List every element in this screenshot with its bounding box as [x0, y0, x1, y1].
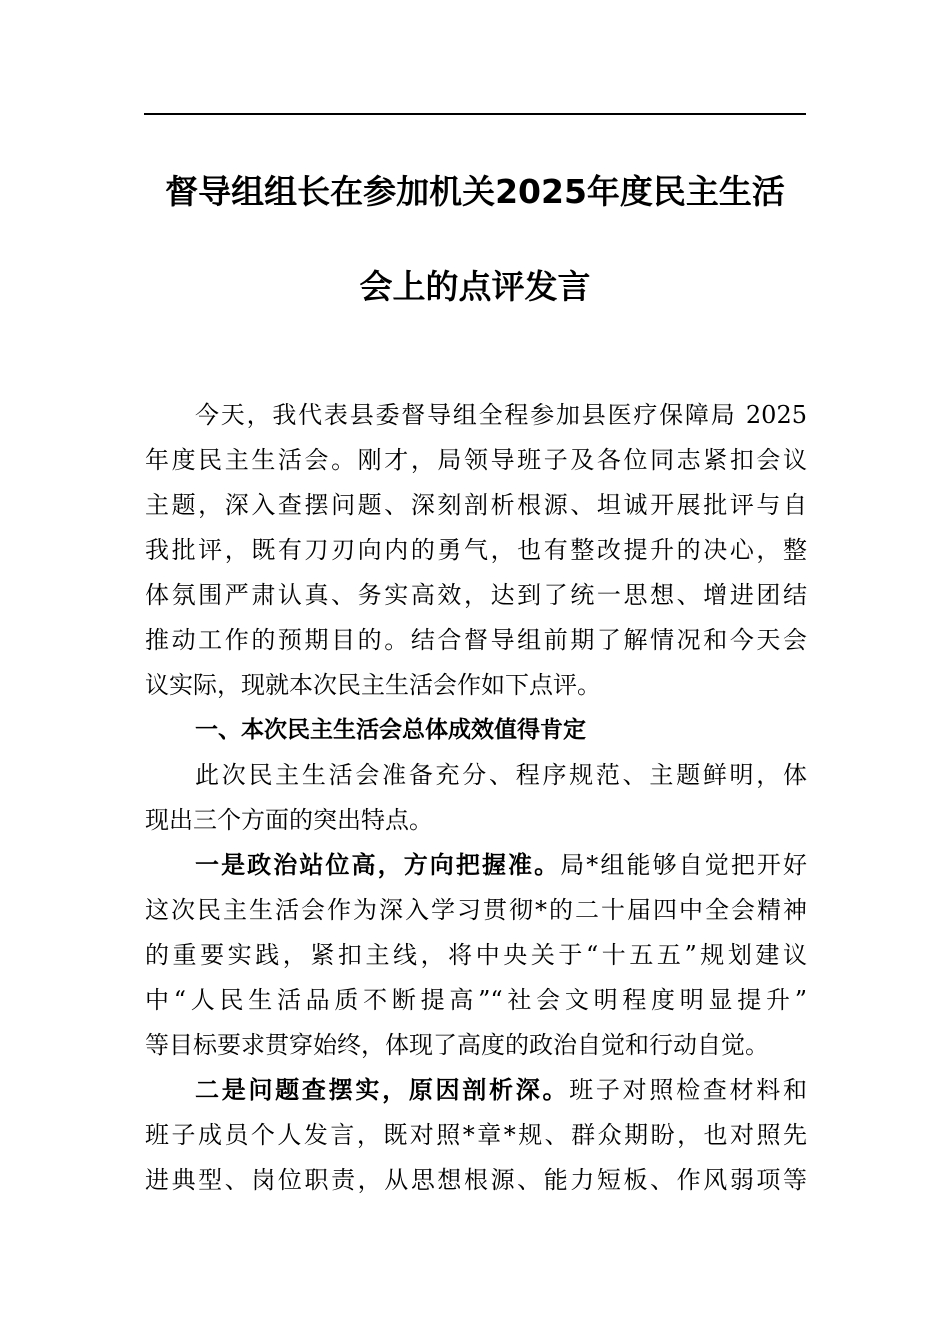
section-heading-1: 一、本次民主生活会总体成效值得肯定	[195, 717, 586, 743]
paragraph-3-bold-lead: 一是政治站位高，方向把握准。	[195, 851, 561, 879]
paragraph-1-line: 体氛围严肃认真、务实高效，达到了统一思想、增进团结	[145, 581, 807, 609]
paragraph-2-line: 现出三个方面的突出特点。	[145, 806, 433, 834]
paragraph-3-line: 中“人民生活品质不断提高”“社会文明程度明显提升”	[145, 986, 807, 1014]
paragraph-4-bold-lead: 二是问题查摆实，原因剖析深。	[195, 1076, 570, 1104]
paragraph-1-line: 推动工作的预期目的。结合督导组前期了解情况和今天会	[145, 626, 807, 654]
paragraph-1-line: 议实际，现就本次民主生活会作如下点评。	[145, 671, 601, 699]
paragraph-4-line: 进典型、岗位职责，从思想根源、能力短板、作风弱项等	[145, 1166, 807, 1194]
paragraph-4-line: 班子成员个人发言，既对照*章*规、群众期盼，也对照先	[145, 1121, 807, 1149]
paragraph-1-line: 主题，深入查摆问题、深刻剖析根源、坦诚开展批评与自	[145, 491, 807, 519]
paragraph-3-line: 等目标要求贯穿始终，体现了高度的政治自觉和行动自觉。	[145, 1031, 769, 1059]
paragraph-3-first-line-rest: 局*组能够自觉把开好	[560, 851, 808, 879]
paragraph-3-line: 这次民主生活会作为深入学习贯彻*的二十届四中全会精神	[145, 896, 807, 924]
paragraph-2-line: 此次民主生活会准备充分、程序规范、主题鲜明，体	[195, 761, 807, 789]
paragraph-1-line: 今天，我代表县委督导组全程参加县医疗保障局 2025	[195, 401, 807, 429]
paragraph-4-first-line	[145, 1068, 807, 1112]
paragraph-3-first-line	[145, 843, 807, 887]
document-title-line-1: 督导组组长在参加机关2025年度民主生活	[165, 172, 785, 211]
paragraph-1-line: 我批评，既有刀刃向内的勇气，也有整改提升的决心，整	[145, 536, 807, 564]
document-title-line-2: 会上的点评发言	[359, 267, 591, 306]
paragraph-3-line: 的重要实践，紧扣主线，将中央关于“十五五”规划建议	[145, 941, 807, 969]
paragraph-1-line: 年度民主生活会。刚才，局领导班子及各位同志紧扣会议	[145, 446, 807, 474]
paragraph-4-first-line-rest: 班子对照检查材料和	[569, 1076, 808, 1104]
header-rule	[144, 113, 806, 115]
